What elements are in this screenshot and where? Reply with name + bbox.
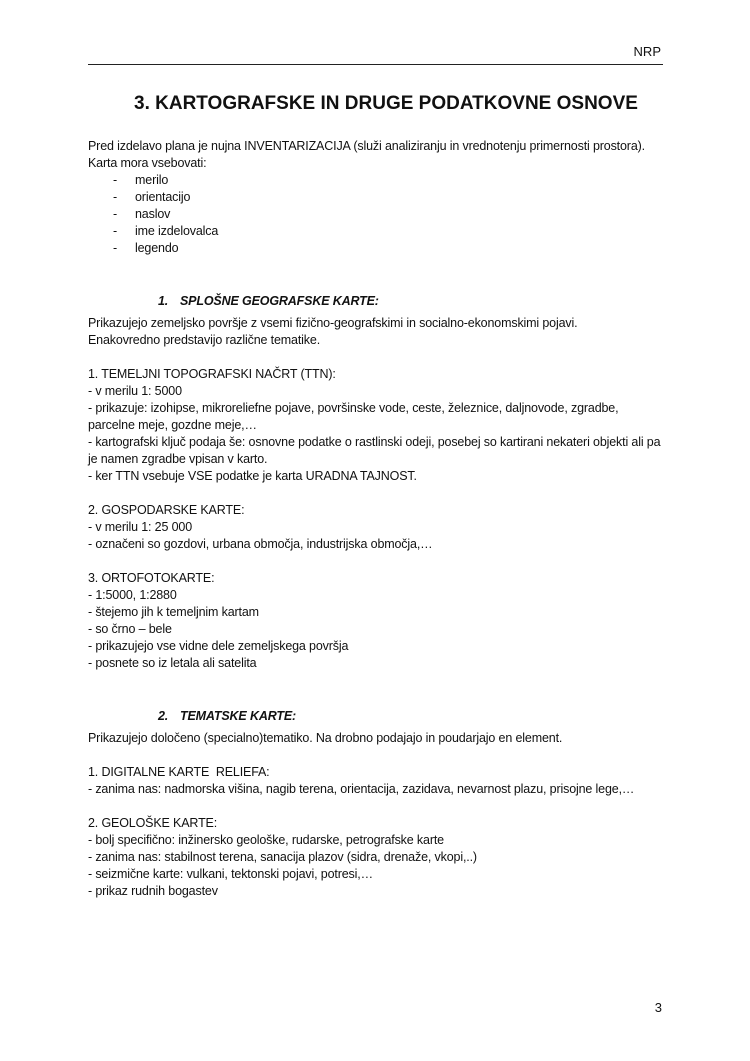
list-item-text: naslov [135,207,171,221]
dash-bullet: - [113,241,118,255]
subsection-line: - zanima nas: stabilnost terena, sanacija plazov (sidra, drenaže, vkopi,..) [88,850,477,864]
dash-bullet: - [113,224,118,238]
requirements-list [88,172,666,257]
subsection-economic-maps [88,502,666,553]
section-number: 1. [158,294,169,308]
subsection-line: - posnete so iz letala ali satelita [88,656,257,670]
subsection-ttn [88,366,666,485]
subsection-line: - so črno – bele [88,622,172,636]
section-heading [158,708,666,725]
subsection-line: - štejemo jih k temeljnim kartam [88,605,259,619]
subsection-heading: 1. DIGITALNE KARTE RELIEFA: [88,765,270,779]
subsection-line: - kartografski ključ podaja še: osnovne podatke o rastlinski odeji, posebej so kartirani nekateri objekti ali pa je namen zgradbe vpisan v karto. [88,435,661,466]
dash-bullet: - [113,190,118,204]
section-heading [158,293,666,310]
subsection-line: - bolj specifično: inžinersko geološke, rudarske, petrografske karte [88,833,444,847]
subsection-line: - 1:5000, 1:2880 [88,588,177,602]
subsection-geological-maps [88,815,666,900]
section-thematic-maps [88,708,666,900]
subsection-line: - v merilu 1: 25 000 [88,520,192,534]
list-item [88,223,666,240]
subsection-line: - označeni so gozdovi, urbana območja, industrijska območja,… [88,537,433,551]
subsection-line: - ker TTN vsebuje VSE podatke je karta URADNA TAJNOST. [88,469,417,483]
section-number: 2. [158,709,169,723]
section-description: Prikazujejo zemeljsko površje z vsemi fizično-geografskimi in socialno-ekonomskimi pojavi. [88,316,578,330]
list-item [88,172,666,189]
subsection-heading: 3. ORTOFOTOKARTE: [88,571,215,585]
chapter-title: 3. KARTOGRAFSKE IN DRUGE PODATKOVNE OSNOVE [134,93,638,114]
list-item-text: ime izdelovalca [135,224,219,238]
intro-list-lead: Karta mora vsebovati: [88,156,207,170]
page-number: 3 [654,1000,662,1015]
list-item [88,189,666,206]
list-item-text: merilo [135,173,169,187]
subsection-heading: 2. GOSPODARSKE KARTE: [88,503,245,517]
subsection-line: - prikaz rudnih bogastev [88,884,218,898]
intro-paragraph: Pred izdelavo plana je nujna INVENTARIZACIJA (služi analiziranju in vrednotenju primernosti prostora). [88,139,645,153]
dash-bullet: - [113,207,118,221]
section-description: Enakovredno predstavijo različne tematike. [88,333,321,347]
section-title: TEMATSKE KARTE: [180,709,297,723]
intro-section [88,138,666,257]
document-body [88,92,666,900]
subsection-line: - seizmične karte: vulkani, tektonski pojavi, potresi,… [88,867,373,881]
subsection-line: - v merilu 1: 5000 [88,384,182,398]
dash-bullet: - [113,173,118,187]
subsection-line: - prikazujejo vse vidne dele zemeljskega površja [88,639,349,653]
page-header [88,42,663,65]
section-general-maps [88,293,666,672]
subsection-line: - prikazuje: izohipse, mikroreliefne pojave, površinske vode, ceste, železnice, daljnovode, zgradbe, parcelne meje, gozdne meje,… [88,401,619,432]
section-description: Prikazujejo določeno (specialno)tematiko. Na drobno podajajo in poudarjajo en element. [88,731,563,745]
list-item [88,240,666,257]
header-title: NRP [633,44,661,59]
section-title: SPLOŠNE GEOGRAFSKE KARTE: [180,294,379,308]
subsection-digital-relief-maps [88,764,666,798]
list-item [88,206,666,223]
subsection-heading: 1. TEMELJNI TOPOGRAFSKI NAČRT (TTN): [88,367,336,381]
subsection-heading: 2. GEOLOŠKE KARTE: [88,816,218,830]
subsection-line: - zanima nas: nadmorska višina, nagib terena, orientacija, zazidava, nevarnost plazu, prisojne lege,… [88,782,635,796]
list-item-text: orientacijo [135,190,191,204]
list-item-text: legendo [135,241,179,255]
subsection-orthophoto-maps [88,570,666,672]
